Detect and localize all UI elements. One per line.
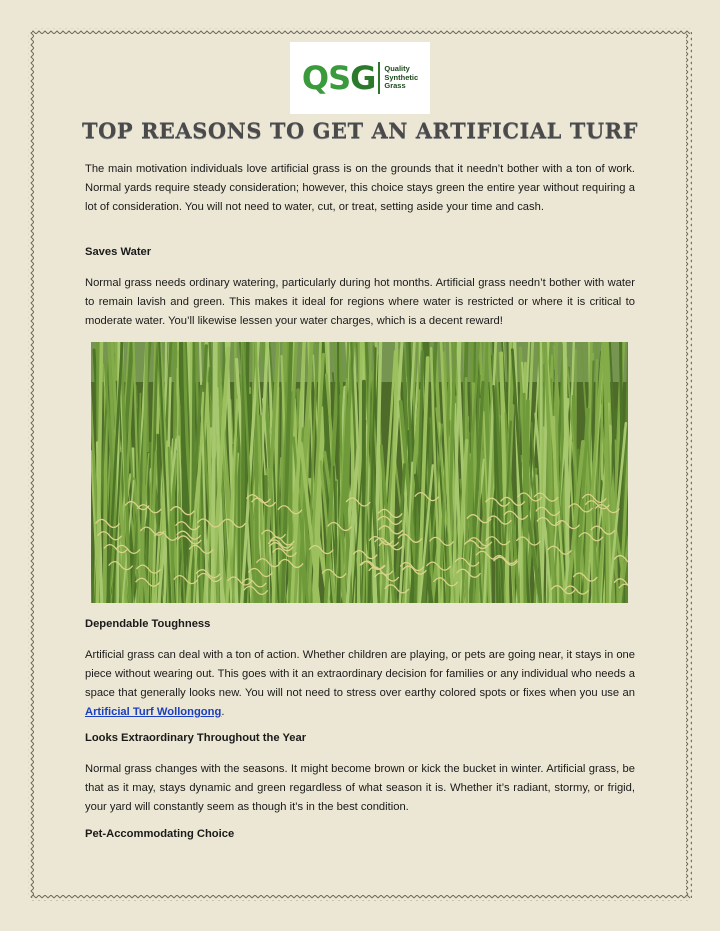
heading-dependable-toughness: Dependable Toughness bbox=[85, 618, 211, 630]
paragraph-dependable-toughness: Artificial grass can deal with a ton of action. Whether children are playing, or pets are going near, it stays in one piece without wearing out. This goes with it an extraordinary decision for families or any individual who needs a space that generally looks new. You will not need to stress over earthy colored spots or fixes when you use an Artificial Turf Wollongong. bbox=[85, 649, 635, 718]
heading-pet-accommodating: Pet-Accommodating Choice bbox=[85, 828, 235, 840]
intro-paragraph: The main motivation individuals love artificial grass is on the grounds that it needn’t bother with a ton of work. Normal yards require steady consideration; however, this choice stays green the entire year without requiring a lot of consideration. You will not need to water, cut, or treat, setting aside your time and cash. bbox=[85, 163, 635, 213]
grass-blade bbox=[524, 394, 525, 603]
page-title: TOP REASONS TO GET AN ARTIFICIAL TURF bbox=[81, 118, 639, 143]
logo-wordmark: Quality Synthetic Grass bbox=[384, 64, 419, 91]
logo-mark: QSG bbox=[301, 59, 376, 97]
paragraph-saves-water: Normal grass needs ordinary watering, particularly during hot months. Artificial grass needn’t bother with water to remain lavish and green. This makes it ideal for regions where water is restricted or where it is critical to moderate water. You’ll likewise lessen your water charges, which is a decent reward! bbox=[85, 277, 635, 327]
logo-divider bbox=[378, 62, 380, 94]
grass-blade bbox=[466, 378, 467, 603]
heading-saves-water: Saves Water bbox=[85, 246, 152, 258]
heading-looks-extraordinary: Looks Extraordinary Throughout the Year bbox=[85, 732, 307, 744]
qsg-logo bbox=[290, 42, 430, 114]
artificial-turf-wollongong-link[interactable]: Artificial Turf Wollongong bbox=[85, 706, 222, 718]
grass-image bbox=[91, 342, 628, 603]
paragraph-looks-extraordinary: Normal grass changes with the seasons. It might become brown or kick the bucket in winter. Artificial grass, be that as it may, stays dynamic and green regardless of what season it is. Whether it’s radiant, stormy, or frigid, your yard will constantly seem as though it’s in the best condition. bbox=[85, 763, 635, 813]
artificial-grass-photo bbox=[91, 342, 628, 603]
